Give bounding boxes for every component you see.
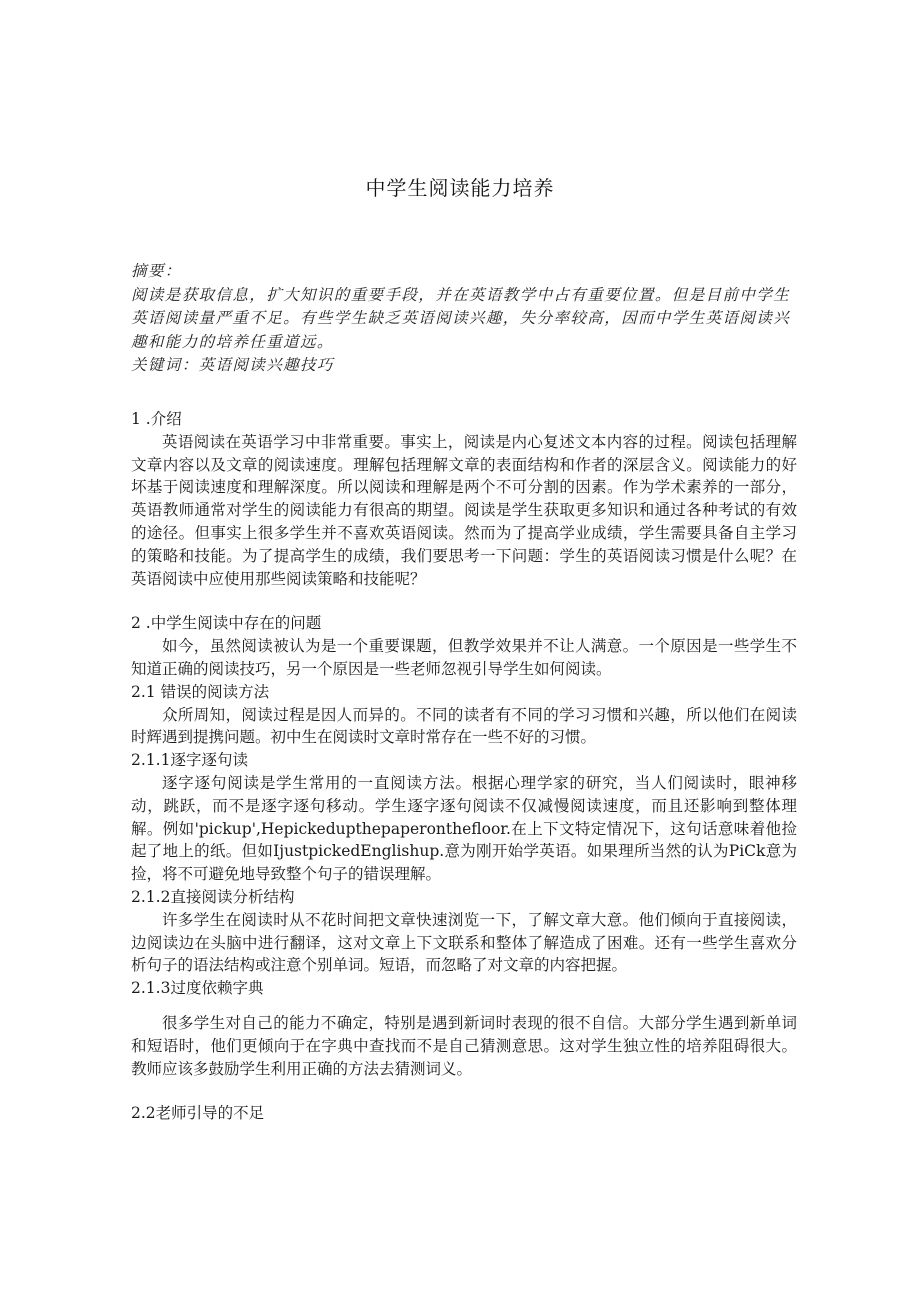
paragraph: 许多学生在阅读时从不花时间把文章快速浏览一下，了解文章大意。他们倾向于直接阅读，边阅读边在头脑中进行翻译，这对文章上下文联系和整体了解造成了困难。还有一些学生喜欢分析句子的语法结构或注意个别单词。短语，而忽略了对文章的内容把握。 bbox=[131, 910, 797, 975]
document-body bbox=[131, 408, 797, 1125]
keywords: 关键词：英语阅读兴趣技巧 bbox=[131, 356, 334, 374]
subsection-heading: 2.2老师引导的不足 bbox=[131, 1104, 265, 1123]
subsection-heading: 2.1.1逐字逐句读 bbox=[131, 751, 248, 770]
paragraph: 如今，虽然阅读被认为是一个重要课题，但教学效果并不让人满意。一个原因是一些学生不知道正确的阅读技巧，另一个原因是一些老师忽视引导学生如何阅读。 bbox=[131, 637, 797, 678]
spacer bbox=[131, 1000, 797, 1012]
paragraph: 逐字逐句阅读是学生常用的一直阅读方法。根据心理学家的研究，当人们阅读时，眼神移动，跳跃，而不是逐字逐句移动。学生逐字逐句阅读不仅减慢阅读速度，而且还影响到整体理解。例如'pickup',Hepickedupthepaperonthefloor.在上下文特定情况下，这句话意味着他捡起了地上的纸。但如IjustpickedEnglishup.意为刚开始学英语。如果理所当然的认为PiCk意为捡，将不可避免地导致整个句子的错误理解。 bbox=[131, 773, 797, 884]
subsection-heading: 2.1.3过度依赖字典 bbox=[131, 979, 264, 998]
spacer bbox=[131, 590, 797, 612]
subsection-heading: 2.1.2直接阅读分析结构 bbox=[131, 887, 295, 906]
subsection-heading: 2.1 错误的阅读方法 bbox=[131, 682, 270, 701]
paragraph: 众所周知，阅读过程是因人而异的。不同的读者有不同的学习习惯和兴趣，所以他们在阅读时辉遇到提携问题。初中生在阅读时文章时常存在一些不好的习惯。 bbox=[131, 705, 797, 747]
spacer bbox=[131, 1080, 797, 1102]
page-title: 中学生阅读能力培养 bbox=[365, 176, 555, 200]
paragraph: 英语阅读在英语学习中非常重要。事实上，阅读是内心复述文本内容的过程。阅读包括理解文章内容以及文章的阅读速度。理解包括理解文章的表面结构和作者的深层含义。阅读能力的好坏基于阅读速度和理解深度。所以阅读和理解是两个不可分割的因素。作为学术素养的一部分，英语教师通常对学生的阅读能力有很高的期望。阅读是学生获取更多知识和通过各种考试的有效的途径。但事实上很多学生并不喜欢英语阅读。然而为了提高学业成绩，学生需要具备自主学习的策略和技能。为了提高学生的成绩，我们要思考一下问题：学生的英语阅读习惯是什么呢？在英语阅读中应使用那些阅读策略和技能呢？ bbox=[131, 432, 797, 588]
paragraph: 很多学生对自己的能力不确定，特别是遇到新词时表现的很不自信。大部分学生遇到新单词和短语时，他们更倾向于在字典中查找而不是自己猜测意思。这对学生独立性的培养阻碍很大。教师应该多鼓励学生利用正确的方法去猜测词义。 bbox=[131, 1013, 797, 1078]
abstract-block bbox=[131, 260, 801, 378]
section-heading: 1 .介绍 bbox=[131, 410, 182, 428]
section-heading: 2 .中学生阅读中存在的问题 bbox=[131, 614, 322, 633]
abstract-text: 阅读是获取信息，扩大知识的重要手段，并在英语教学中占有重要位置。但是目前中学生英语阅读量严重不足。有些学生缺乏英语阅读兴趣，失分率较高，因而中学生英语阅读兴趣和能力的培养任重道远。 bbox=[131, 285, 791, 351]
abstract-label: 摘要： bbox=[131, 262, 182, 280]
